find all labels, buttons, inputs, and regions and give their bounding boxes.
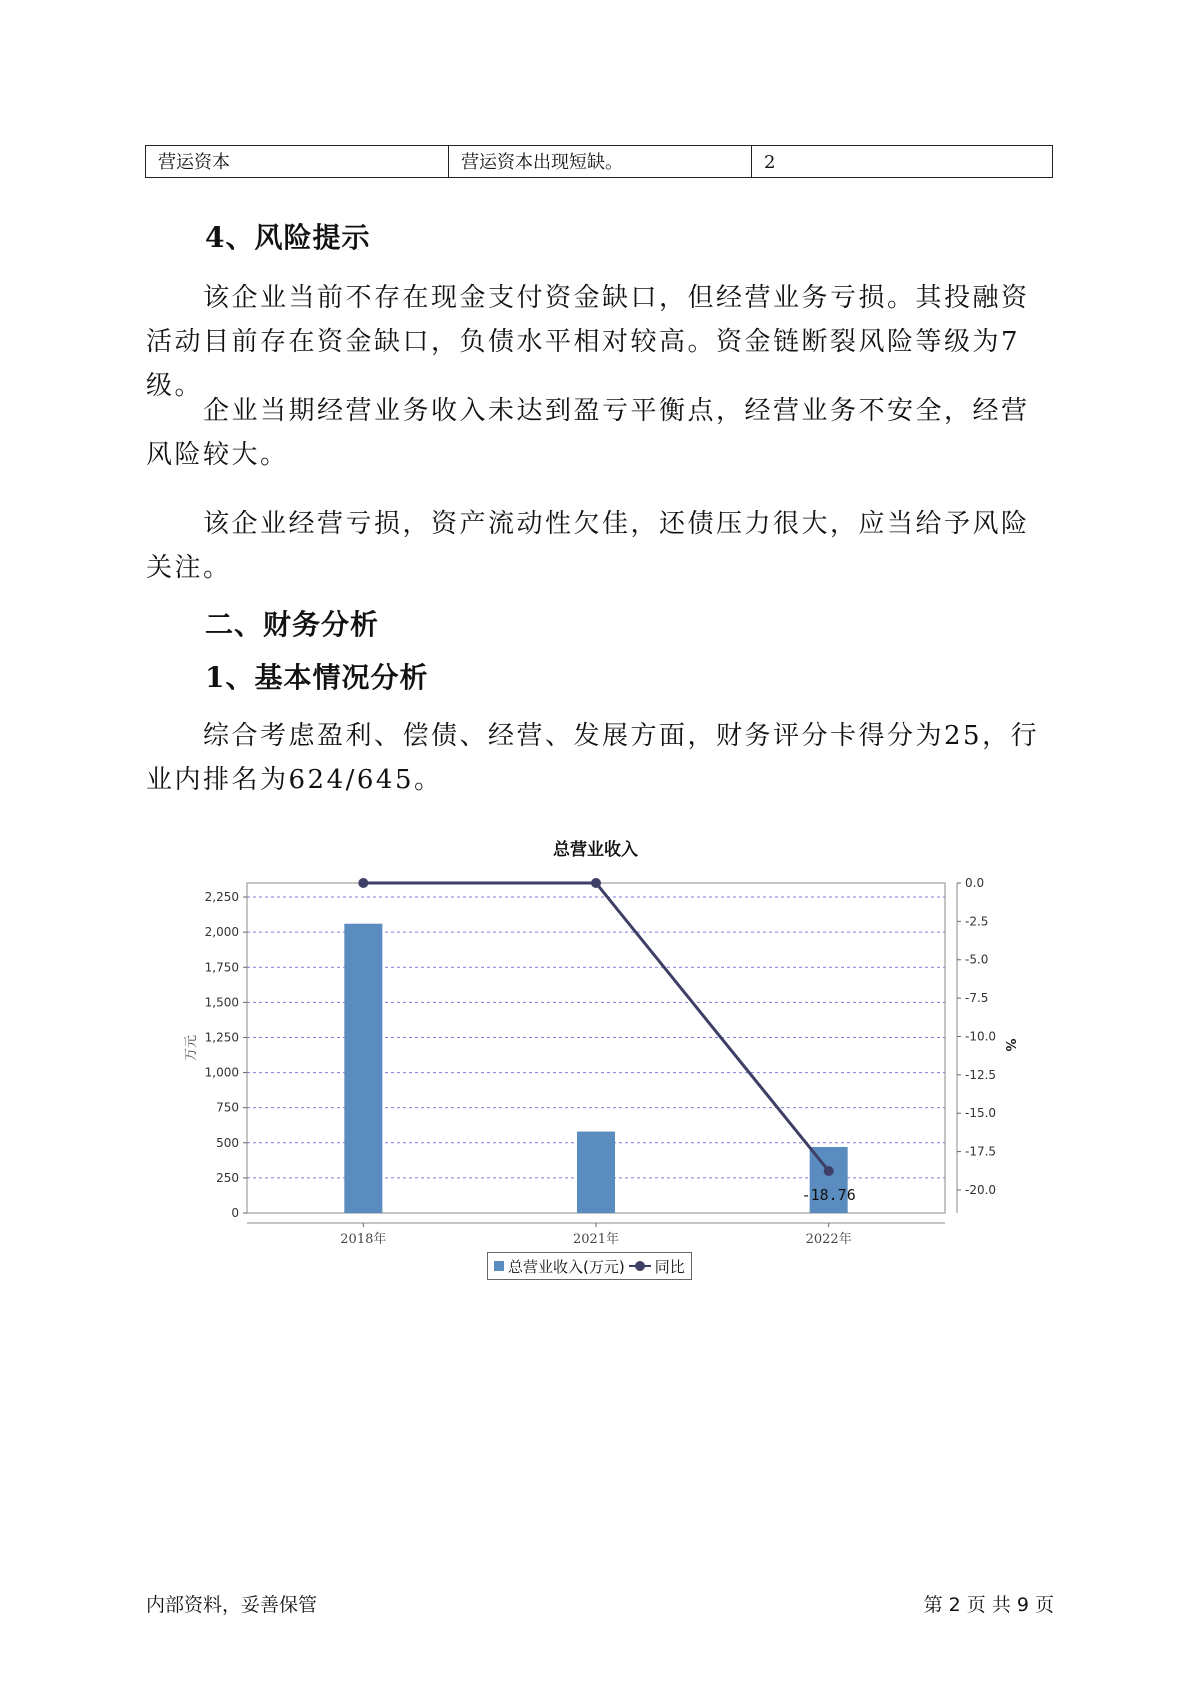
footer-confidential: 内部资料，妥善保管 [146,1594,318,1616]
y2-tick-label: -17.5 [965,1144,997,1159]
legend-line-label: 同比 [654,1257,685,1276]
chart-title: 总营业收入 [553,840,638,860]
chart-legend [487,1252,692,1280]
footer-page-number: 第 2 页 共 9 页 [923,1594,1054,1616]
y-tick-label: 1,500 [204,995,239,1010]
y-tick-label: 1,000 [204,1065,239,1080]
y-tick-label: 0 [231,1206,239,1220]
finance-heading: 二、财务分析 [205,608,380,641]
y-tick-label: 250 [216,1170,239,1185]
yoy-point-2022年 [824,1166,834,1176]
finance-paragraph: 综合考虑盈利、偿债、经营、发展方面，财务评分卡得分为25，行业内排名为624/645。 [146,721,1040,795]
risk-heading: 4、风险提示 [205,221,371,254]
y-tick-label: 2,000 [204,925,239,940]
y2-tick-label: -2.5 [965,914,989,929]
basic-analysis-heading: 1、基本情况分析 [205,661,429,694]
y-axis-label: 万元 [184,1034,199,1062]
y2-tick-label: -10.0 [965,1029,997,1044]
y2-tick-label: -5.0 [965,952,989,967]
y-tick-label: 2,250 [204,890,239,905]
y-tick-label: 1,750 [204,960,239,975]
y2-tick-label: -20.0 [965,1182,997,1197]
risk-paragraph-2: 企业当期经营业务收入未达到盈亏平衡点，经营业务不安全，经营风险较大。 [146,396,1030,470]
yoy-point-2018年 [358,878,368,888]
x-tick-label: 2021年 [572,1232,620,1247]
y-tick-label: 750 [216,1100,239,1115]
bar-2018年 [344,924,382,1213]
y2-axis-label: % [1002,1038,1017,1052]
legend-bar-swatch [494,1261,504,1271]
table-cell-item: 营运资本 [146,146,449,177]
legend-line-marker [629,1261,651,1271]
table-cell-description: 营运资本出现短缺。 [449,146,752,177]
legend-bar-label: 总营业收入(万元) [508,1257,625,1276]
y-tick-label: 500 [216,1135,239,1150]
x-tick-label: 2022年 [805,1232,852,1247]
yoy-data-label: -18.76 [801,1185,856,1204]
risk-paragraph-3: 该企业经营亏损，资产流动性欠佳，还债压力很大，应当给予风险关注。 [146,509,1030,583]
y2-tick-label: -7.5 [965,991,989,1006]
y2-tick-label: -15.0 [965,1106,997,1121]
bar-2021年 [577,1132,615,1213]
x-tick-label: 2018年 [340,1232,387,1247]
y2-tick-label: 0.0 [965,876,985,890]
table-cell-level: 2 [764,152,776,173]
y-tick-label: 1,250 [204,1030,239,1045]
risk-paragraph-1: 该企业当前不存在现金支付资金缺口，但经营业务亏损。其投融资活动目前存在资金缺口，负债水平相对较高。资金链断裂风险等级为7级。 [146,283,1030,401]
y2-tick-label: -12.5 [965,1067,997,1082]
yoy-point-2021年 [591,878,601,888]
